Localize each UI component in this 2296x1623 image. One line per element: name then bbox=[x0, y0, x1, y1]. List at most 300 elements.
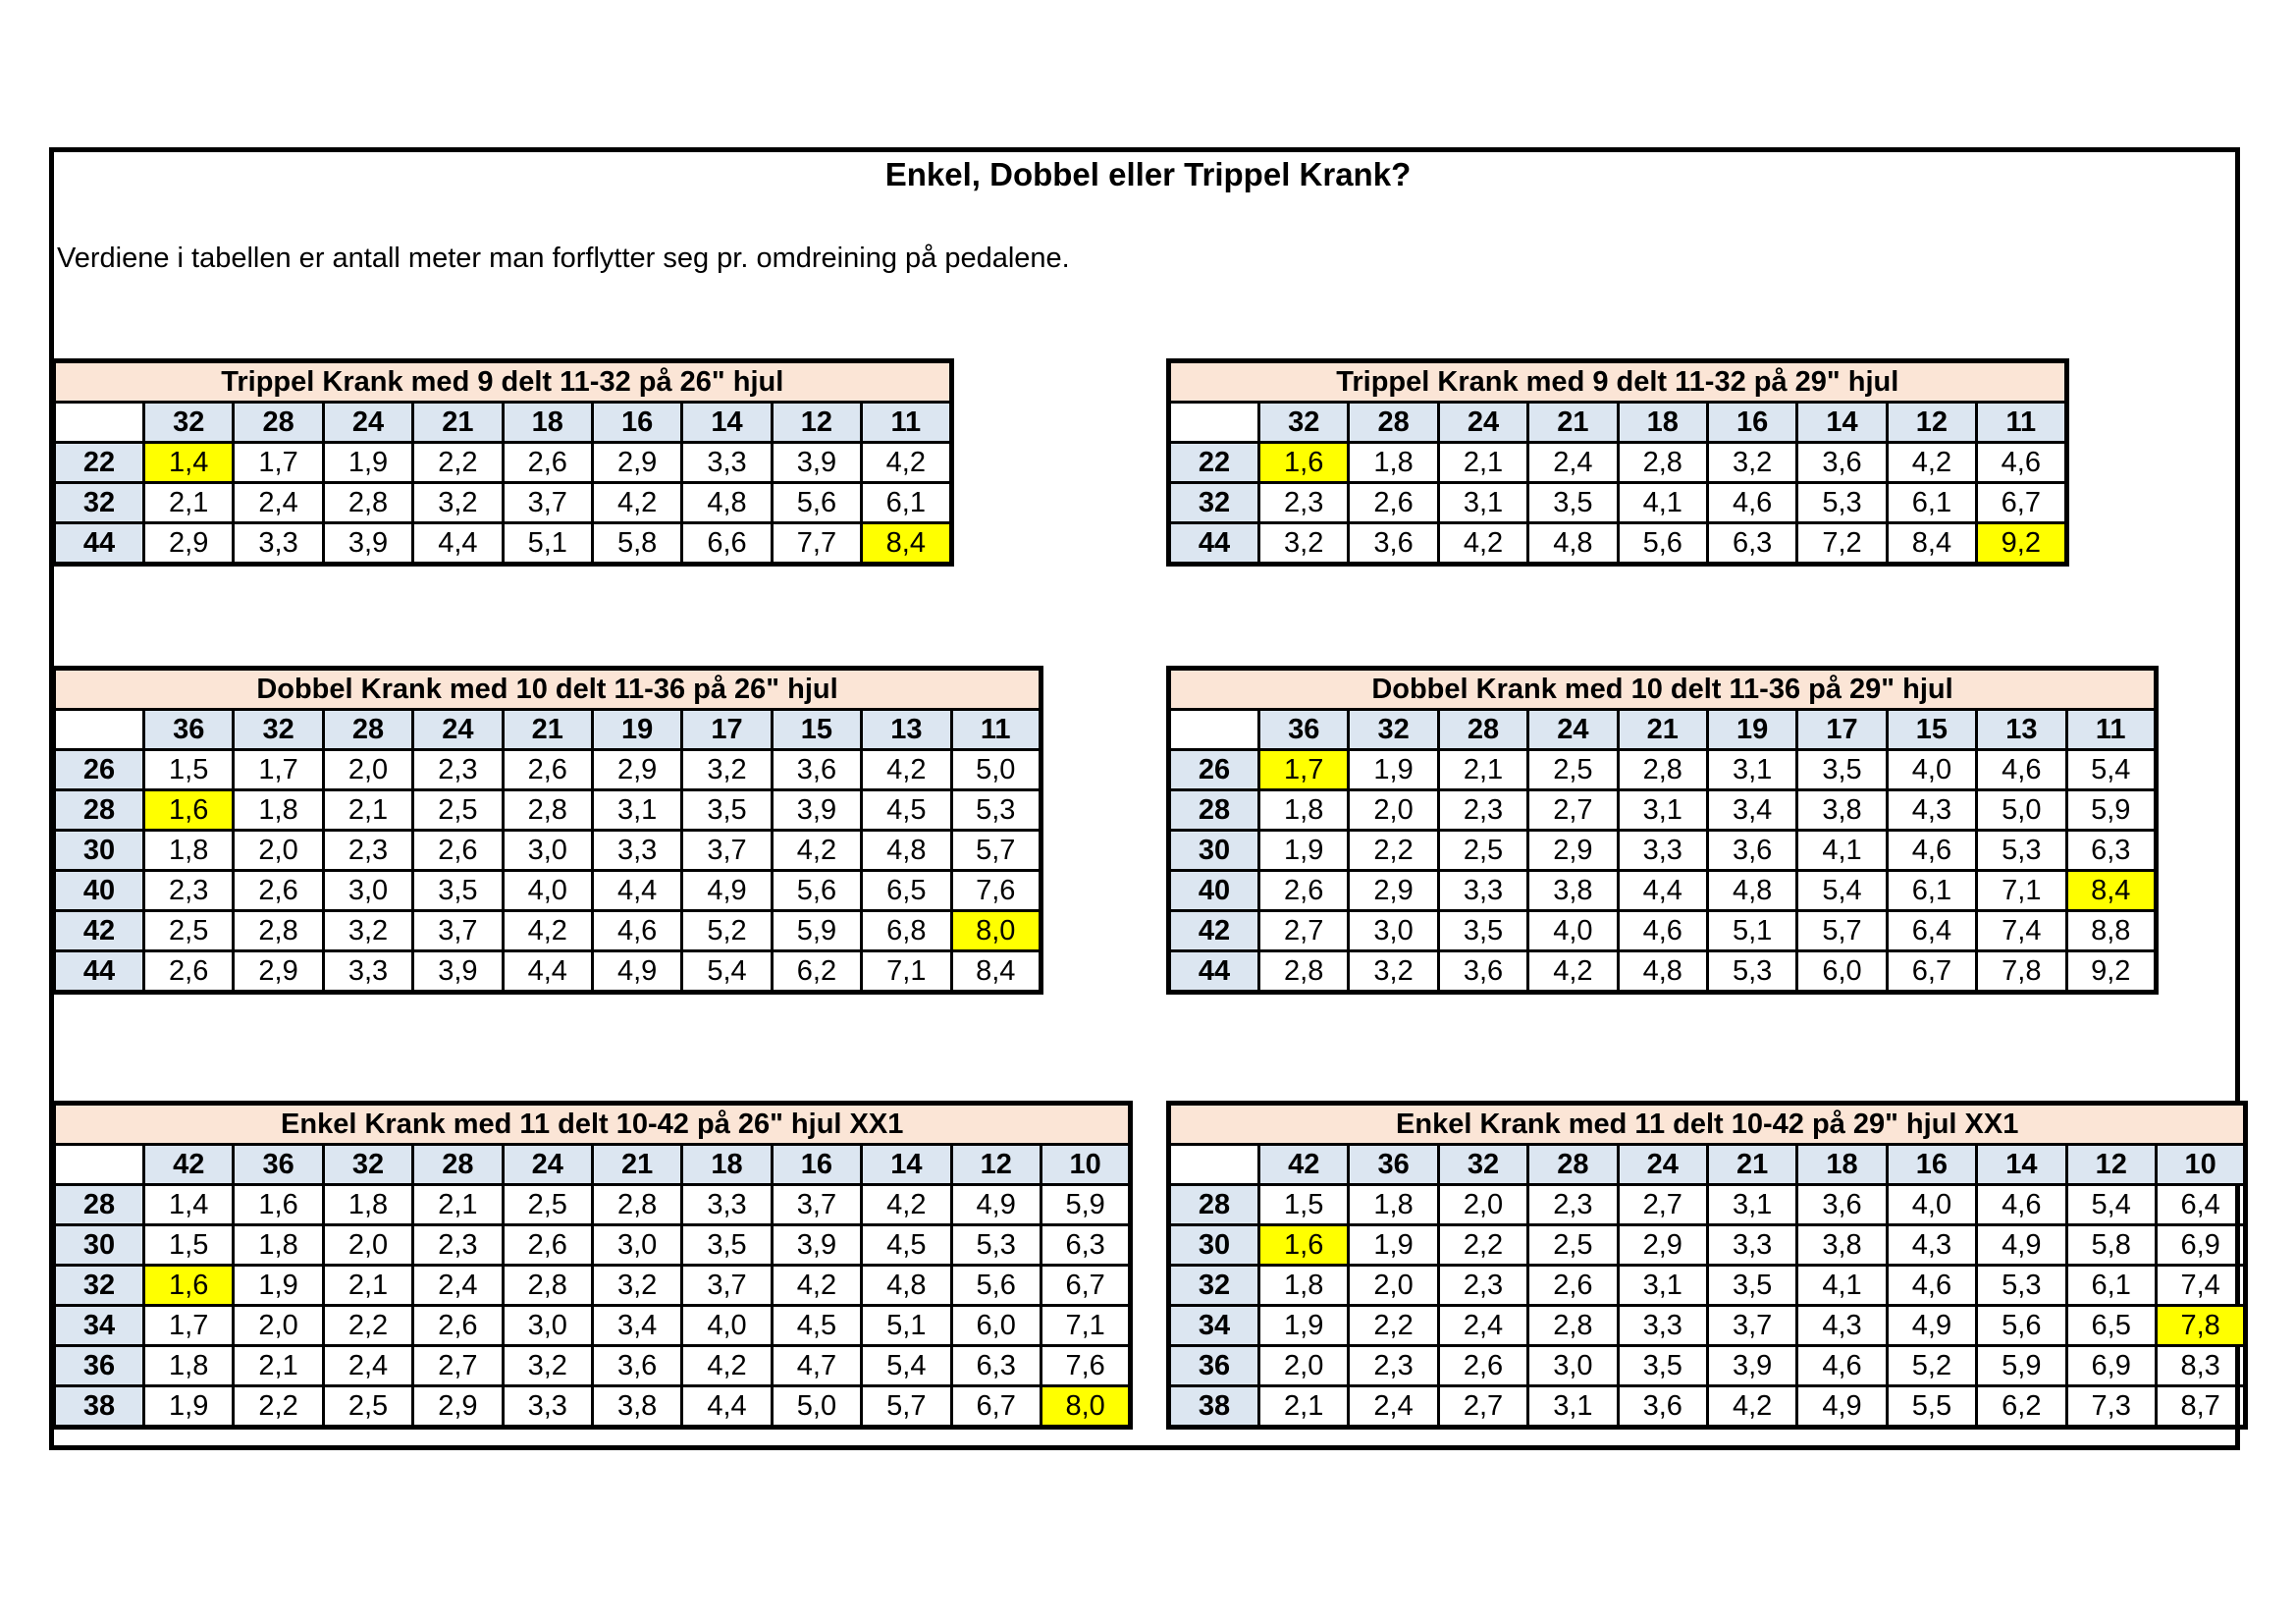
corner-cell bbox=[54, 403, 144, 443]
table-cell: 2,8 bbox=[1259, 951, 1349, 993]
table-cell: 2,4 bbox=[323, 1346, 412, 1386]
column-header: 12 bbox=[772, 403, 861, 443]
table-cell: 4,0 bbox=[503, 871, 592, 911]
table-cell: 6,1 bbox=[2066, 1266, 2156, 1306]
table-cell: 3,0 bbox=[592, 1225, 681, 1266]
column-header: 36 bbox=[1349, 1145, 1438, 1185]
table-cell: 3,3 bbox=[323, 951, 412, 993]
column-header: 36 bbox=[234, 1145, 323, 1185]
table-cell: 5,1 bbox=[862, 1306, 951, 1346]
table-cell: 3,5 bbox=[413, 871, 503, 911]
table-cell: 2,3 bbox=[413, 1225, 503, 1266]
row-header: 32 bbox=[1169, 483, 1259, 523]
row-header: 32 bbox=[54, 1266, 144, 1306]
row-header: 30 bbox=[54, 1225, 144, 1266]
column-header: 32 bbox=[323, 1145, 412, 1185]
column-header: 16 bbox=[592, 403, 681, 443]
table-cell: 4,4 bbox=[682, 1386, 772, 1428]
table-cell: 3,4 bbox=[592, 1306, 681, 1346]
table-caption: Trippel Krank med 9 delt 11-32 på 29" hjul bbox=[1169, 361, 2067, 403]
table-cell: 3,6 bbox=[772, 750, 861, 790]
column-header: 42 bbox=[144, 1145, 234, 1185]
table-cell: 7,1 bbox=[862, 951, 951, 993]
table-cell: 3,6 bbox=[1797, 1185, 1887, 1225]
table-cell: 4,0 bbox=[682, 1306, 772, 1346]
table-cell: 3,2 bbox=[1349, 951, 1438, 993]
table-row bbox=[54, 871, 1041, 911]
table-cell: 2,0 bbox=[323, 1225, 412, 1266]
gear-table bbox=[51, 1101, 1133, 1430]
table-cell: 1,7 bbox=[144, 1306, 234, 1346]
table-cell: 5,8 bbox=[2066, 1225, 2156, 1266]
table-cell: 3,5 bbox=[682, 790, 772, 831]
column-header: 24 bbox=[1618, 1145, 1707, 1185]
table-cell: 2,9 bbox=[592, 443, 681, 483]
table-row bbox=[54, 523, 952, 565]
row-header: 44 bbox=[54, 951, 144, 993]
table-cell: 4,6 bbox=[1707, 483, 1796, 523]
table-cell: 2,9 bbox=[144, 523, 234, 565]
table-cell: 6,8 bbox=[862, 911, 951, 951]
table-cell: 5,4 bbox=[2066, 750, 2156, 790]
table-caption: Dobbel Krank med 10 delt 11-36 på 26" hjul bbox=[54, 669, 1041, 710]
table-cell: 5,3 bbox=[951, 1225, 1041, 1266]
table-cell: 2,6 bbox=[144, 951, 234, 993]
row-header: 44 bbox=[1169, 951, 1259, 993]
row-header: 42 bbox=[54, 911, 144, 951]
table-cell: 3,7 bbox=[503, 483, 592, 523]
table-cell: 5,1 bbox=[1707, 911, 1796, 951]
table-cell: 6,6 bbox=[682, 523, 772, 565]
table-cell: 2,1 bbox=[234, 1346, 323, 1386]
table-cell: 5,9 bbox=[1977, 1346, 2066, 1386]
table-cell: 6,9 bbox=[2066, 1346, 2156, 1386]
table-cell: 1,9 bbox=[1259, 1306, 1349, 1346]
table-cell: 1,9 bbox=[1259, 831, 1349, 871]
table-cell: 4,0 bbox=[1528, 911, 1618, 951]
table-cell: 2,1 bbox=[413, 1185, 503, 1225]
table-cell: 5,9 bbox=[2066, 790, 2156, 831]
table-cell: 5,4 bbox=[1797, 871, 1887, 911]
table-cell: 4,6 bbox=[1977, 443, 2066, 483]
table-cell: 2,8 bbox=[323, 483, 412, 523]
table-cell: 4,2 bbox=[592, 483, 681, 523]
table-cell: 4,8 bbox=[1618, 951, 1707, 993]
table-cell: 3,5 bbox=[1707, 1266, 1796, 1306]
row-header: 22 bbox=[54, 443, 144, 483]
row-header: 26 bbox=[1169, 750, 1259, 790]
table-cell: 4,9 bbox=[1797, 1386, 1887, 1428]
row-header: 26 bbox=[54, 750, 144, 790]
table-cell: 2,3 bbox=[323, 831, 412, 871]
table-cell: 3,8 bbox=[592, 1386, 681, 1428]
table-cell: 5,7 bbox=[951, 831, 1041, 871]
table-row bbox=[54, 831, 1041, 871]
highlighted-cell: 8,4 bbox=[862, 523, 951, 565]
table-cell: 2,0 bbox=[234, 1306, 323, 1346]
table-cell: 3,1 bbox=[592, 790, 681, 831]
table-cell: 7,1 bbox=[1977, 871, 2066, 911]
table-cell: 8,4 bbox=[951, 951, 1041, 993]
column-header: 24 bbox=[1438, 403, 1527, 443]
row-header: 32 bbox=[1169, 1266, 1259, 1306]
table-cell: 3,2 bbox=[1707, 443, 1796, 483]
table-cell: 2,2 bbox=[1349, 831, 1438, 871]
table-row bbox=[1169, 1306, 2246, 1346]
table-cell: 3,1 bbox=[1528, 1386, 1618, 1428]
table-cell: 3,9 bbox=[413, 951, 503, 993]
table-cell: 1,9 bbox=[144, 1386, 234, 1428]
table-cell: 7,3 bbox=[2066, 1386, 2156, 1428]
row-header: 38 bbox=[54, 1386, 144, 1428]
table-cell: 3,6 bbox=[1797, 443, 1887, 483]
table-cell: 4,1 bbox=[1797, 831, 1887, 871]
table-cell: 6,9 bbox=[2156, 1225, 2246, 1266]
table-cell: 5,6 bbox=[1977, 1306, 2066, 1346]
table-cell: 2,6 bbox=[413, 831, 503, 871]
table-cell: 6,3 bbox=[1041, 1225, 1131, 1266]
corner-cell bbox=[54, 710, 144, 750]
column-header: 24 bbox=[413, 710, 503, 750]
gear-table bbox=[1166, 358, 2069, 567]
table-cell: 2,5 bbox=[323, 1386, 412, 1428]
row-header: 36 bbox=[1169, 1346, 1259, 1386]
table-cell: 1,8 bbox=[144, 831, 234, 871]
table-cell: 2,2 bbox=[234, 1386, 323, 1428]
table-cell: 6,5 bbox=[2066, 1306, 2156, 1346]
table-cell: 2,8 bbox=[234, 911, 323, 951]
table-cell: 3,2 bbox=[413, 483, 503, 523]
table-cell: 5,2 bbox=[1887, 1346, 1976, 1386]
table-cell: 1,8 bbox=[234, 1225, 323, 1266]
column-header: 12 bbox=[2066, 1145, 2156, 1185]
column-header: 11 bbox=[2066, 710, 2156, 750]
column-header: 10 bbox=[1041, 1145, 1131, 1185]
table-cell: 2,8 bbox=[503, 790, 592, 831]
table-cell: 5,6 bbox=[1618, 523, 1707, 565]
table-cell: 1,5 bbox=[144, 1225, 234, 1266]
table-cell: 2,2 bbox=[1438, 1225, 1527, 1266]
table-cell: 4,3 bbox=[1887, 790, 1976, 831]
table-cell: 2,9 bbox=[234, 951, 323, 993]
table-row bbox=[1169, 443, 2067, 483]
table-cell: 5,0 bbox=[1977, 790, 2066, 831]
table-cell: 3,6 bbox=[1707, 831, 1796, 871]
table-cell: 6,3 bbox=[1707, 523, 1796, 565]
table-cell: 4,2 bbox=[1707, 1386, 1796, 1428]
table-row bbox=[1169, 1185, 2246, 1225]
table-cell: 4,8 bbox=[862, 831, 951, 871]
highlighted-cell: 9,2 bbox=[1977, 523, 2066, 565]
row-header: 34 bbox=[1169, 1306, 1259, 1346]
table-caption: Enkel Krank med 11 delt 10-42 på 29" hjul XX1 bbox=[1169, 1104, 2246, 1145]
table-cell: 2,7 bbox=[1618, 1185, 1707, 1225]
table-cell: 1,9 bbox=[234, 1266, 323, 1306]
table-cell: 4,2 bbox=[503, 911, 592, 951]
table-cell: 3,6 bbox=[1438, 951, 1527, 993]
column-header: 19 bbox=[1707, 710, 1796, 750]
table-cell: 2,1 bbox=[323, 1266, 412, 1306]
table-cell: 6,2 bbox=[772, 951, 861, 993]
table-cell: 2,2 bbox=[413, 443, 503, 483]
table-cell: 6,0 bbox=[1797, 951, 1887, 993]
table-cell: 4,5 bbox=[862, 1225, 951, 1266]
column-header: 32 bbox=[1259, 403, 1349, 443]
table-cell: 5,2 bbox=[682, 911, 772, 951]
table-cell: 3,6 bbox=[1349, 523, 1438, 565]
table-cell: 6,0 bbox=[951, 1306, 1041, 1346]
table-cell: 1,8 bbox=[234, 790, 323, 831]
gear-table bbox=[51, 358, 954, 567]
table-caption: Trippel Krank med 9 delt 11-32 på 26" hjul bbox=[54, 361, 952, 403]
table-cell: 2,8 bbox=[503, 1266, 592, 1306]
table-cell: 2,0 bbox=[234, 831, 323, 871]
table-row bbox=[1169, 483, 2067, 523]
column-header: 28 bbox=[413, 1145, 503, 1185]
column-header: 28 bbox=[1349, 403, 1438, 443]
table-cell: 2,6 bbox=[503, 750, 592, 790]
column-header: 24 bbox=[503, 1145, 592, 1185]
column-header: 28 bbox=[234, 403, 323, 443]
table-cell: 7,4 bbox=[2156, 1266, 2246, 1306]
row-header: 28 bbox=[54, 790, 144, 831]
table-cell: 4,5 bbox=[772, 1306, 861, 1346]
column-header: 18 bbox=[682, 1145, 772, 1185]
table-cell: 2,6 bbox=[1528, 1266, 1618, 1306]
table-cell: 7,6 bbox=[1041, 1346, 1131, 1386]
table-cell: 2,5 bbox=[1528, 1225, 1618, 1266]
column-header: 14 bbox=[1977, 1145, 2066, 1185]
gear-table bbox=[1166, 1101, 2248, 1430]
table-cell: 4,8 bbox=[682, 483, 772, 523]
table-cell: 5,4 bbox=[682, 951, 772, 993]
table-cell: 2,1 bbox=[144, 483, 234, 523]
table-cell: 2,0 bbox=[323, 750, 412, 790]
table-cell: 2,6 bbox=[413, 1306, 503, 1346]
table-cell: 4,2 bbox=[862, 1185, 951, 1225]
table-cell: 2,0 bbox=[1438, 1185, 1527, 1225]
highlighted-cell: 7,8 bbox=[2156, 1306, 2246, 1346]
table-row bbox=[1169, 1266, 2246, 1306]
table-cell: 4,9 bbox=[1977, 1225, 2066, 1266]
table-cell: 7,8 bbox=[1977, 951, 2066, 993]
column-header: 18 bbox=[1618, 403, 1707, 443]
gear-table bbox=[1166, 666, 2159, 995]
table-cell: 2,4 bbox=[413, 1266, 503, 1306]
table-cell: 6,7 bbox=[1041, 1266, 1131, 1306]
table-cell: 6,5 bbox=[862, 871, 951, 911]
table-cell: 4,4 bbox=[592, 871, 681, 911]
table-cell: 5,4 bbox=[862, 1346, 951, 1386]
table-cell: 5,3 bbox=[1707, 951, 1796, 993]
column-header: 18 bbox=[1797, 1145, 1887, 1185]
table-cell: 3,3 bbox=[503, 1386, 592, 1428]
table-cell: 2,7 bbox=[1528, 790, 1618, 831]
table-cell: 3,8 bbox=[1797, 790, 1887, 831]
column-header: 12 bbox=[951, 1145, 1041, 1185]
column-header: 28 bbox=[1528, 1145, 1618, 1185]
table-cell: 2,5 bbox=[1528, 750, 1618, 790]
corner-cell bbox=[1169, 1145, 1259, 1185]
column-header: 32 bbox=[234, 710, 323, 750]
table-cell: 2,6 bbox=[1438, 1346, 1527, 1386]
table-cell: 8,8 bbox=[2066, 911, 2156, 951]
column-header: 32 bbox=[1438, 1145, 1527, 1185]
column-header: 21 bbox=[592, 1145, 681, 1185]
table-cell: 3,1 bbox=[1438, 483, 1527, 523]
column-header: 36 bbox=[1259, 710, 1349, 750]
table-cell: 5,1 bbox=[503, 523, 592, 565]
highlighted-cell: 1,4 bbox=[144, 443, 234, 483]
column-header: 15 bbox=[1887, 710, 1976, 750]
table-row bbox=[54, 1386, 1131, 1428]
table-cell: 1,8 bbox=[323, 1185, 412, 1225]
table-cell: 2,6 bbox=[234, 871, 323, 911]
column-header: 10 bbox=[2156, 1145, 2246, 1185]
table-cell: 1,9 bbox=[323, 443, 412, 483]
table-cell: 7,2 bbox=[1797, 523, 1887, 565]
table-cell: 4,9 bbox=[682, 871, 772, 911]
table-cell: 3,1 bbox=[1707, 750, 1796, 790]
table-row bbox=[1169, 1346, 2246, 1386]
table-cell: 2,7 bbox=[1438, 1386, 1527, 1428]
page-subtitle: Verdiene i tabellen er antall meter man forflytter seg pr. omdreining på pedalene. bbox=[57, 243, 1070, 274]
column-header: 13 bbox=[1977, 710, 2066, 750]
table-caption: Dobbel Krank med 10 delt 11-36 på 29" hjul bbox=[1169, 669, 2157, 710]
table-cell: 1,8 bbox=[1259, 1266, 1349, 1306]
table-cell: 8,3 bbox=[2156, 1346, 2246, 1386]
table-cell: 2,3 bbox=[413, 750, 503, 790]
table-cell: 3,7 bbox=[1707, 1306, 1796, 1346]
table-cell: 4,1 bbox=[1618, 483, 1707, 523]
table-cell: 3,3 bbox=[682, 1185, 772, 1225]
column-header: 14 bbox=[862, 1145, 951, 1185]
table-cell: 1,7 bbox=[234, 750, 323, 790]
table-cell: 2,8 bbox=[592, 1185, 681, 1225]
row-header: 36 bbox=[54, 1346, 144, 1386]
table-cell: 4,9 bbox=[1887, 1306, 1976, 1346]
table-cell: 4,5 bbox=[862, 790, 951, 831]
table-cell: 2,6 bbox=[503, 443, 592, 483]
table-cell: 3,9 bbox=[1707, 1346, 1796, 1386]
table-cell: 5,7 bbox=[862, 1386, 951, 1428]
table-cell: 5,3 bbox=[951, 790, 1041, 831]
highlighted-cell: 8,0 bbox=[1041, 1386, 1131, 1428]
row-header: 28 bbox=[1169, 1185, 1259, 1225]
table-cell: 2,6 bbox=[1259, 871, 1349, 911]
column-header: 17 bbox=[682, 710, 772, 750]
table-cell: 5,7 bbox=[1797, 911, 1887, 951]
table-cell: 2,7 bbox=[1259, 911, 1349, 951]
table-cell: 4,9 bbox=[951, 1185, 1041, 1225]
table-cell: 4,6 bbox=[592, 911, 681, 951]
table-row bbox=[1169, 871, 2157, 911]
table-cell: 6,7 bbox=[1977, 483, 2066, 523]
column-header: 28 bbox=[1438, 710, 1527, 750]
table-cell: 3,0 bbox=[323, 871, 412, 911]
table-cell: 5,4 bbox=[2066, 1185, 2156, 1225]
row-header: 28 bbox=[1169, 790, 1259, 831]
table-cell: 8,4 bbox=[1887, 523, 1976, 565]
table-cell: 2,3 bbox=[1438, 790, 1527, 831]
table-cell: 2,9 bbox=[1528, 831, 1618, 871]
table-cell: 4,2 bbox=[772, 831, 861, 871]
table-cell: 5,5 bbox=[1887, 1386, 1976, 1428]
column-header: 21 bbox=[413, 403, 503, 443]
table-cell: 5,0 bbox=[951, 750, 1041, 790]
table-cell: 4,3 bbox=[1887, 1225, 1976, 1266]
highlighted-cell: 1,6 bbox=[144, 1266, 234, 1306]
highlighted-cell: 1,7 bbox=[1259, 750, 1349, 790]
table-cell: 3,7 bbox=[682, 1266, 772, 1306]
column-header: 19 bbox=[592, 710, 681, 750]
table-cell: 4,6 bbox=[1797, 1346, 1887, 1386]
table-cell: 2,5 bbox=[503, 1185, 592, 1225]
table-cell: 7,7 bbox=[772, 523, 861, 565]
column-header: 14 bbox=[682, 403, 772, 443]
table-cell: 2,4 bbox=[1349, 1386, 1438, 1428]
table-row bbox=[54, 1266, 1131, 1306]
table-cell: 5,3 bbox=[1977, 1266, 2066, 1306]
table-cell: 4,6 bbox=[1977, 1185, 2066, 1225]
highlighted-cell: 8,0 bbox=[951, 911, 1041, 951]
table-cell: 3,6 bbox=[1618, 1386, 1707, 1428]
table-row bbox=[1169, 911, 2157, 951]
highlighted-cell: 1,6 bbox=[1259, 1225, 1349, 1266]
column-header: 28 bbox=[323, 710, 412, 750]
column-header: 24 bbox=[323, 403, 412, 443]
table-cell: 2,9 bbox=[1618, 1225, 1707, 1266]
table-cell: 3,9 bbox=[323, 523, 412, 565]
table-cell: 7,1 bbox=[1041, 1306, 1131, 1346]
table-cell: 4,0 bbox=[1887, 1185, 1976, 1225]
column-header: 21 bbox=[503, 710, 592, 750]
table-cell: 3,0 bbox=[503, 831, 592, 871]
table-cell: 2,9 bbox=[413, 1386, 503, 1428]
table-cell: 1,7 bbox=[234, 443, 323, 483]
table-cell: 2,0 bbox=[1349, 790, 1438, 831]
table-cell: 5,3 bbox=[1797, 483, 1887, 523]
table-row bbox=[1169, 1386, 2246, 1428]
table-cell: 2,3 bbox=[1438, 1266, 1527, 1306]
table-cell: 7,6 bbox=[951, 871, 1041, 911]
table-cell: 1,6 bbox=[234, 1185, 323, 1225]
table-caption: Enkel Krank med 11 delt 10-42 på 26" hjul XX1 bbox=[54, 1104, 1131, 1145]
highlighted-cell: 1,6 bbox=[1259, 443, 1349, 483]
column-header: 36 bbox=[144, 710, 234, 750]
row-header: 44 bbox=[54, 523, 144, 565]
table-cell: 3,3 bbox=[1618, 1306, 1707, 1346]
row-header: 38 bbox=[1169, 1386, 1259, 1428]
table-cell: 4,9 bbox=[592, 951, 681, 993]
table-cell: 1,8 bbox=[1259, 790, 1349, 831]
column-header: 11 bbox=[1977, 403, 2066, 443]
table-cell: 2,1 bbox=[323, 790, 412, 831]
table-cell: 4,4 bbox=[503, 951, 592, 993]
table-row bbox=[1169, 523, 2067, 565]
column-header: 12 bbox=[1887, 403, 1976, 443]
table-cell: 6,4 bbox=[1887, 911, 1976, 951]
table-cell: 3,1 bbox=[1618, 790, 1707, 831]
table-cell: 3,5 bbox=[1438, 911, 1527, 951]
table-cell: 3,9 bbox=[772, 443, 861, 483]
row-header: 32 bbox=[54, 483, 144, 523]
table-cell: 3,7 bbox=[413, 911, 503, 951]
table-cell: 3,2 bbox=[323, 911, 412, 951]
row-header: 30 bbox=[54, 831, 144, 871]
table-cell: 3,2 bbox=[682, 750, 772, 790]
table-cell: 2,3 bbox=[1349, 1346, 1438, 1386]
